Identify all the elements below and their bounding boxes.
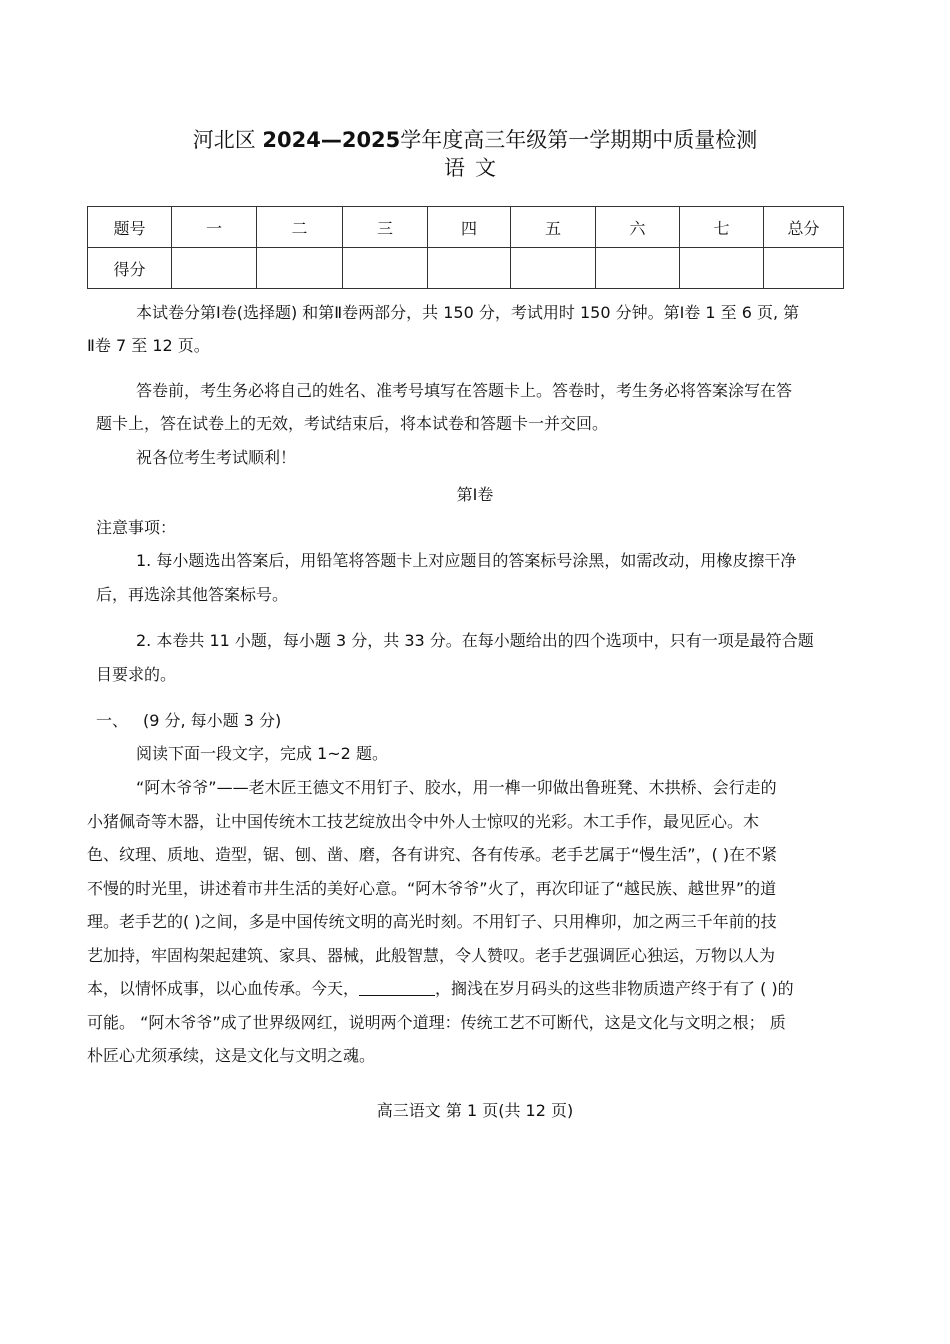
score-input-cell	[257, 248, 343, 289]
score-table-cell: 题号	[88, 207, 172, 248]
fill-in-blank	[359, 979, 435, 996]
passage-line: 色、纹理、质地、造型，锯、刨、凿、磨，各有讲究、各有传承。老手艺属于“慢生活”，( )在不紧	[87, 845, 778, 864]
score-table-score-row	[88, 248, 844, 289]
passage-line: 朴匠心尤须承续，这是文化与文明之魂。	[87, 1046, 376, 1065]
title-prefix: 河北区	[192, 128, 256, 152]
title-suffix: 学年度高三年级第一学期期中质量检测	[400, 128, 758, 152]
score-input-cell	[428, 248, 511, 289]
title-years: 2024—2025	[262, 128, 401, 152]
score-table-cell: 二	[257, 207, 343, 248]
part-instruction: 阅读下面一段文字，完成 1~2 题。	[136, 744, 388, 763]
score-table-cell: 六	[596, 207, 680, 248]
passage-line: 艺加持，牢固构架起建筑、家具、器械，此般智慧，令人赞叹。老手艺强调匠心独运，万物以人为	[87, 946, 776, 965]
score-input-cell	[764, 248, 844, 289]
part-number: 一、	[96, 711, 129, 730]
notice-item-1-cont: 后，再选涂其他答案标号。	[96, 585, 289, 604]
score-table-cell: 五	[511, 207, 596, 248]
score-input-cell	[596, 248, 680, 289]
score-input-cell	[680, 248, 764, 289]
score-table	[87, 206, 844, 289]
notice-item-1: 1. 每小题选出答案后，用铅笔将答题卡上对应题目的答案标号涂黑，如需改动，用橡皮擦干净	[136, 551, 797, 570]
part-score: (9 分, 每小题 3 分)	[143, 711, 282, 730]
score-table-cell: 三	[343, 207, 428, 248]
notice-heading: 注意事项：	[96, 518, 177, 537]
passage-line: 可能。 “阿木爷爷”成了世界级网红，说明两个道理：传统工艺不可断代，这是文化与文明之根； 质	[87, 1013, 786, 1032]
score-table-cell: 一	[172, 207, 257, 248]
passage-text: 本，以情怀成事，以心血传承。今天，	[87, 979, 360, 998]
passage-line	[87, 972, 794, 1005]
passage-line: 理。老手艺的( )之间，多是中国传统文明的高光时刻。不用钉子、只用榫卯，加之两三千年前的技	[87, 912, 777, 931]
passage-line: “阿木爷爷”——老木匠王德文不用钉子、胶水，用一榫一卯做出鲁班凳、木拱桥、会行走的	[136, 778, 777, 797]
passage-line: 不慢的时光里，讲述着市井生活的美好心意。“阿木爷爷”火了，再次印证了“越民族、越世界”的道	[87, 879, 777, 898]
section-heading: 第Ⅰ卷	[456, 485, 494, 504]
notice-item-2-cont: 目要求的。	[96, 665, 177, 684]
good-luck-line: 祝各位考生考试顺利！	[136, 448, 297, 467]
score-input-cell	[343, 248, 428, 289]
exam-title	[0, 126, 950, 154]
passage-line: 小猪佩奇等木器，让中国传统木工技艺绽放出令中外人士惊叹的光彩。木工手作，最见匠心。木	[87, 812, 760, 831]
subject-title: 语文	[444, 156, 506, 180]
score-table-cell: 得分	[88, 248, 172, 289]
passage-text: ，搁浅在岁月码头的这些非物质遗产终于有了 ( )的	[435, 979, 794, 998]
intro-line: 题卡上，答在试卷上的无效，考试结束后，将本试卷和答题卡一并交回。	[96, 414, 609, 433]
score-table-cell: 七	[680, 207, 764, 248]
score-table-cell: 总分	[764, 207, 844, 248]
intro-line: 本试卷分第Ⅰ卷(选择题) 和第Ⅱ卷两部分，共 150 分，考试用时 150 分钟。第Ⅰ卷 1 至 6 页, 第	[136, 303, 800, 322]
score-input-cell	[511, 248, 596, 289]
notice-item-2: 2. 本卷共 11 小题，每小题 3 分，共 33 分。在每小题给出的四个选项中，只有一项是最符合题	[136, 631, 814, 650]
intro-line: 答卷前，考生务必将自己的姓名、准考号填写在答题卡上。答卷时，考生务必将答案涂写在答	[136, 381, 793, 400]
intro-line: Ⅱ卷 7 至 12 页。	[87, 336, 210, 355]
score-input-cell	[172, 248, 257, 289]
score-table-header-row	[88, 207, 844, 248]
score-table-cell: 四	[428, 207, 511, 248]
page-footer: 高三语文 第 1 页(共 12 页)	[376, 1101, 574, 1120]
